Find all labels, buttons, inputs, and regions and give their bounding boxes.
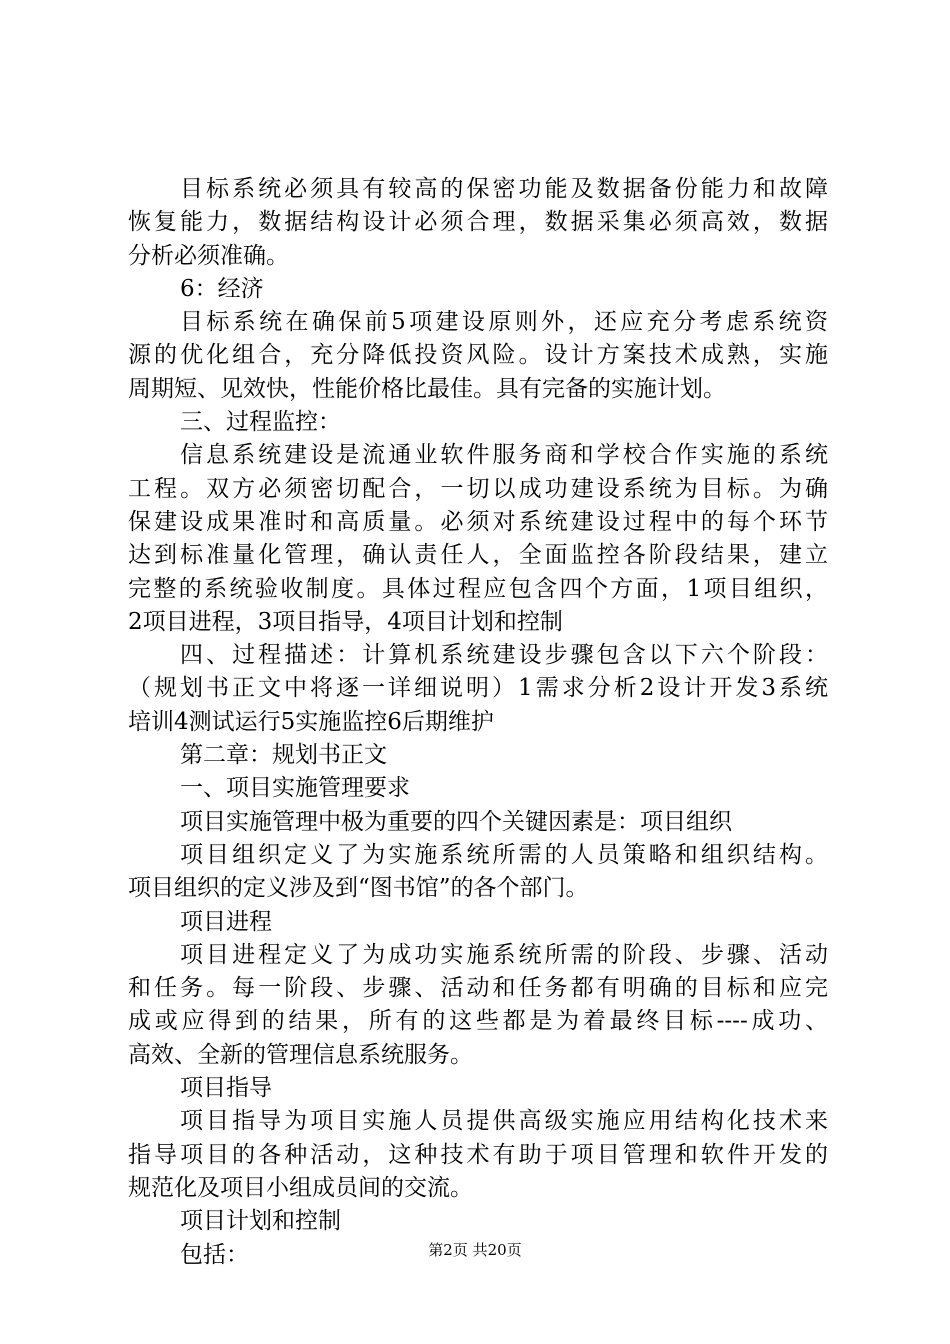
page-number-footer: 第2页 共20页 bbox=[428, 1241, 522, 1259]
text-line: 包括： bbox=[180, 1241, 249, 1268]
text-line: 周期短、见效快，性能价格比最佳。具有完备的实施计划。 bbox=[128, 375, 726, 402]
chapter-heading: 第二章：规划书正文 bbox=[180, 742, 387, 769]
subsection-heading: 项目指导 bbox=[180, 1075, 272, 1102]
text-line: 2项目进程，3项目指导，4项目计划和控制 bbox=[128, 608, 563, 635]
text-line: 规范化及项目小组成员间的交流。 bbox=[128, 1174, 473, 1201]
section-heading: 一、项目实施管理要求 bbox=[180, 775, 410, 802]
text-line: 恢复能力，数据结构设计必须合理，数据采集必须高效，数据 bbox=[128, 209, 828, 236]
section-heading: 四、过程描述：计算机系统建设步骤包含以下六个阶段： bbox=[180, 642, 828, 669]
text-line: 工程。双方必须密切配合，一切以成功建设系统为目标。为确 bbox=[128, 475, 828, 502]
subsection-heading: 项目计划和控制 bbox=[180, 1208, 341, 1235]
document-body bbox=[128, 173, 828, 1272]
section-heading: 三、过程监控： bbox=[180, 409, 341, 436]
text-line: 高效、全新的管理信息系统服务。 bbox=[128, 1041, 473, 1068]
text-line: 项目指导为项目实施人员提供高级实施应用结构化技术来 bbox=[180, 1108, 828, 1135]
text-line: 完整的系统验收制度。具体过程应包含四个方面，1项目组织， bbox=[128, 575, 828, 602]
text-line: 目标系统在确保前5项建设原则外，还应充分考虑系统资 bbox=[180, 309, 828, 336]
subsection-heading: 项目进程 bbox=[180, 908, 272, 935]
text-line: 成或应得到的结果，所有的这些都是为着最终目标----成功、 bbox=[128, 1008, 828, 1035]
text-line: 项目组织定义了为实施系统所需的人员策略和组织结构。 bbox=[180, 841, 828, 868]
section-heading: 6：经济 bbox=[180, 275, 264, 302]
text-line: 项目实施管理中极为重要的四个关键因素是：项目组织 bbox=[180, 808, 732, 835]
text-line: 目标系统必须具有较高的保密功能及数据备份能力和故障 bbox=[180, 176, 828, 202]
text-line: 分析必须准确。 bbox=[128, 242, 289, 269]
text-line: 培训4测试运行5实施监控6后期维护 bbox=[128, 708, 494, 735]
text-line: 保建设成果准时和高质量。必须对系统建设过程中的每个环节 bbox=[128, 508, 828, 535]
text-line: 指导项目的各种活动，这种技术有助于项目管理和软件开发的 bbox=[128, 1141, 828, 1168]
text-line: 项目进程定义了为成功实施系统所需的阶段、步骤、活动 bbox=[180, 941, 828, 968]
text-line: （规划书正文中将逐一详细说明）1需求分析2设计开发3系统 bbox=[128, 675, 828, 702]
text-line: 和任务。每一阶段、步骤、活动和任务都有明确的目标和应完 bbox=[128, 975, 828, 1002]
text-line: 信息系统建设是流通业软件服务商和学校合作实施的系统 bbox=[180, 442, 828, 469]
text-line: 源的优化组合，充分降低投资风险。设计方案技术成熟，实施 bbox=[128, 342, 828, 369]
text-line: 项目组织的定义涉及到“图书馆”的各个部门。 bbox=[128, 875, 589, 902]
text-line: 达到标准量化管理，确认责任人，全面监控各阶段结果，建立 bbox=[128, 542, 828, 569]
